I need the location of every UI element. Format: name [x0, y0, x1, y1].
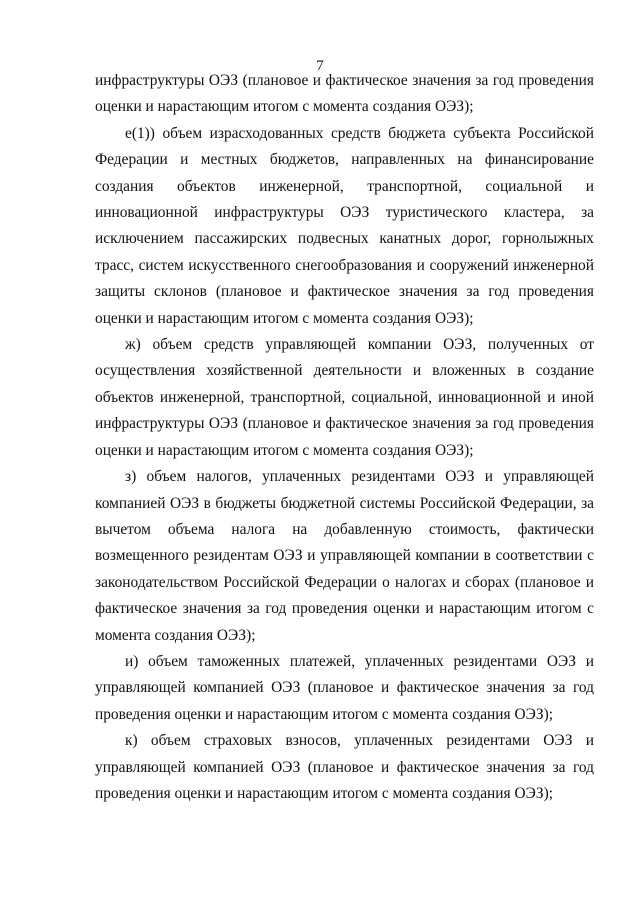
- paragraph-continuation: инфраструктуры ОЭЗ (плановое и фактическое значения за год проведения оценки и нарастающим итогом с момента создания ОЭЗ);: [95, 72, 594, 116]
- page-number: 7: [316, 58, 324, 74]
- paragraph-item-z: з) объем налогов, уплаченных резидентами ОЭЗ и управляющей компанией ОЭЗ в бюджеты бюджетной системы Российской Федерации, за вычетом объема налога на добавленную стоимость, фактически возмещенного резидентам ОЭЗ и управляющей компании в соответствии с законодательством Российской Федерации о налогах и сборах (плановое и фактическое значения за год проведения оценки и нарастающим итогом с момента создания ОЭЗ);: [95, 468, 594, 644]
- paragraph-item-k: к) объем страховых взносов, уплаченных резидентами ОЭЗ и управляющей компанией ОЭЗ (плановое и фактическое значения за год проведения оценки и нарастающим итогом с момента создания ОЭЗ);: [95, 732, 594, 802]
- paragraph-item-e1: е(1)) объем израсходованных средств бюджета субъекта Российской Федерации и местных бюджетов, направленных на финансирование создания объектов инженерной, транспортной, социальной и инновационной инфраструктуры ОЭЗ туристического кластера, за исключением пассажирских подвесных канатных дорог, горнолыжных трасс, систем искусственного снегообразования и сооружений инженерной защиты склонов (плановое и фактическое значения за год проведения оценки и нарастающим итогом с момента создания ОЭЗ);: [95, 124, 594, 327]
- document-body: [95, 68, 594, 807]
- paragraph-item-zh: ж) объем средств управляющей компании ОЭЗ, полученных от осуществления хозяйственной деятельности и вложенных в создание объектов инженерной, транспортной, социальной, инновационной и иной инфраструктуры ОЭЗ (плановое и фактическое значения за год проведения оценки и нарастающим итогом с момента создания ОЭЗ);: [95, 336, 594, 459]
- paragraph-item-i: и) объем таможенных платежей, уплаченных резидентами ОЭЗ и управляющей компанией ОЭЗ (плановое и фактическое значения за год проведения оценки и нарастающим итогом с момента создания ОЭЗ);: [95, 652, 594, 723]
